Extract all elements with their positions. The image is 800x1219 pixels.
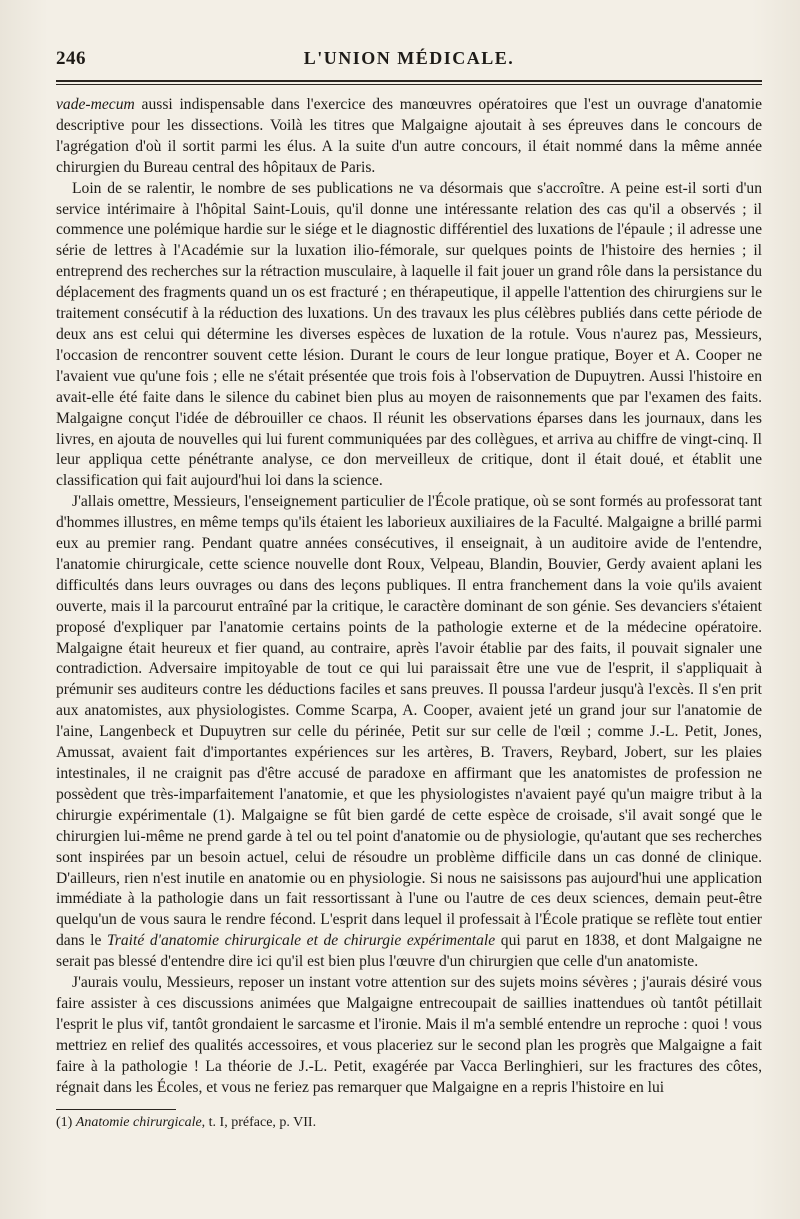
paragraph xyxy=(56,492,762,973)
footnote-title: Anatomie chirurgicale xyxy=(75,1114,202,1130)
footnote-marker: (1) xyxy=(56,1114,76,1130)
header-rule xyxy=(56,80,762,82)
body-text xyxy=(56,95,762,1099)
paragraph-text: qui parut en 1838, et dont Malgaigne ne serait pas blessé d'entendre dire ici qu'il est bien plus l'œuvre d'un chirurgien que celle d'un anatomiste. xyxy=(56,932,762,971)
paragraph-text: J'allais omettre, Messieurs, l'enseignement particulier de l'École pratique, où se sont formés au professorat tant d'hommes illustres, en même temps qu'ils étaient les laborieux auxiliaires de la Faculté. Malgaigne a brillé parmi eux au premier rang. Pendant quatre années consécutives, il enseignait, à un auditoire avide de l'entendre, l'anatomie chirurgicale, cette science nouvelle dont Roux, Velpeau, Blandin, Bouvier, Gerdy avaient aplani les difficultés dans leurs ouvrages ou dans des leçons publiques. Il entra franchement dans la voie qu'ils avaient ouverte, mais il la parcourut entraîné par la critique, le caractère dominant de son génie. Ses devanciers s'étaient proposé d'expliquer par l'anatomie certains points de la pathologie externe et de la médecine opératoire. Malgaigne était heureux et fier quand, au contraire, après l'avoir établie par des faits, il pouvait signaler une contradiction. Adversaire impitoyable de tout ce qui lui paraissait être une vue de l'esprit, il s'appliquait à prémunir ses auditeurs contre les déductions faciles et sans preuves. Il poussa l'ardeur jusqu'à l'excès. Il s'en prit aux anatomistes, aux physiologistes. Comme Scarpa, A. Cooper, avaient jeté un grand jour sur l'anatomie de l'aine, Langenbeck et Dupuytren sur celle du périnée, Petit sur sur celle de l'œil ; comme J.-L. Petit, Jones, Amussat, avaient fait d'importantes expériences sur les artères, B. Travers, Reybard, Jobert, sur les plaies intestinales, il ne craignit pas d'être accusé de paradoxe en affirmant que les anatomistes de profession ne possèdent que très-imparfaitement l'anatomie, et que les physiologistes n'avaient payé qu'un maigre tribut à la chirurgie expérimentale (1). Malgaigne se fût bien gardé de cette espèce de croisade, s'il avait songé que le chirurgien lui-même ne prend garde à tel ou tel point d'anatomie ou de physiologie, qu'autant que ses recherches sont inspirées par un besoin actuel, celui de résoudre un problème difficile dans un cas donné de clinique. D'ailleurs, rien n'est inutile en anatomie ou en physiologie. Si nous ne saisissons pas aujourd'hui une application immédiate à la pathologie dans un fait ressortissant à l'une ou l'autre de ces deux sciences, demain peut-être quelqu'un de vous saura le rendre fécond. L'esprit dans lequel il professait à l'École pratique se reflète tout entier dans le xyxy=(56,493,762,950)
paragraph xyxy=(56,973,762,1098)
header-rule-thin xyxy=(56,84,762,85)
page-number: 246 xyxy=(56,48,86,69)
page-header xyxy=(56,40,762,74)
paragraph-text: J'aurais voulu, Messieurs, reposer un instant votre attention sur des sujets moins sévères ; j'aurais désiré vous faire assister à ces discussions animées que Malgaigne entrecoupait de saillies inattendues où tantôt pétillait l'esprit le plus vif, tantôt grondaient le sarcasme et l'ironie. Mais il m'a semblé entendre un reproche : quoi ! vous mettriez en relief des qualités accessoires, et vous placeriez sur le second plan les progrès que Malgaigne a fait faire à la pathologie ! La théorie de J.-L. Petit, exagérée par Vacca Berlinghieri, sur les fractures des côtes, régnait dans les Écoles, et vous ne feriez pas remarquer que Malgaigne en a repris l'histoire en lui xyxy=(56,974,762,1096)
footnote xyxy=(56,1114,762,1132)
running-head: L'UNION MÉDICALE. xyxy=(303,48,515,68)
paragraph-text: aussi indispensable dans l'exercice des manœuvres opératoires que l'est un ouvrage d'anatomie descriptive pour les dissections. Voilà les titres que Malgaigne ajoutait à ses épreuves dans le concours de l'agrégation d'où il sortit parmi les élus. A la suite d'un autre concours, il était nommé dans la même année chirurgien du Bureau central des hôpitaux de Paris. xyxy=(56,96,762,176)
paragraph xyxy=(56,179,762,493)
paragraph xyxy=(56,95,762,179)
italic-text: Traité d'anatomie chirurgicale et de chirurgie expérimentale xyxy=(107,932,496,950)
footnote-rule xyxy=(56,1109,176,1110)
paragraph-text: Loin de se ralentir, le nombre de ses publications ne va désormais que s'accroître. A peine est-il sorti d'un service intérimaire à l'hôpital Saint-Louis, qu'il donne une intéressante relation des cas qu'il a observés ; il commence une polémique hardie sur le siége et le diagnostic différentiel des luxations de l'épaule ; il adresse une série de lettres à l'Académie sur la luxation ilio-fémorale, sur quelques points de l'histoire des hernies ; il entreprend des recherches sur la rétraction musculaire, à laquelle il fait jouer un grand rôle dans la persistance du déplacement des fragments quand un os est fracturé ; en thérapeutique, il appelle l'attention des chirurgiens sur le traitement consécutif à la réduction des luxations. Un des travaux les plus célèbres publiés dans cette période de deux ans est celui qui détermine les diverses espèces de luxation de la rotule. Vous n'aurez pas, Messieurs, l'occasion de rencontrer souvent cette lésion. Durant le cours de leur longue pratique, Boyer et A. Cooper ne l'avaient vue qu'une fois ; elle ne s'était présentée que trois fois à l'observation de Dupuytren. Aussi l'histoire en avait-elle été faite dans le silence du cabinet bien plus au moyen de raisonnements que par l'examen des faits. Malgaigne conçut l'idée de débrouiller ce chaos. Il réunit les observations éparses dans les journaux, dans les livres, en ajouta de nouvelles qui lui furent communiquées par des collègues, et arriva au chiffre de vingt-cinq. Il leur appliqua cette pénétrante analyse, ce don merveilleux de critique, dont il était doué, et établit une classification qui fait aujourd'hui loi dans la science. xyxy=(56,179,762,490)
italic-text: vade-mecum xyxy=(56,96,135,113)
footnote-rest: , t. I, préface, p. VII. xyxy=(201,1114,317,1130)
